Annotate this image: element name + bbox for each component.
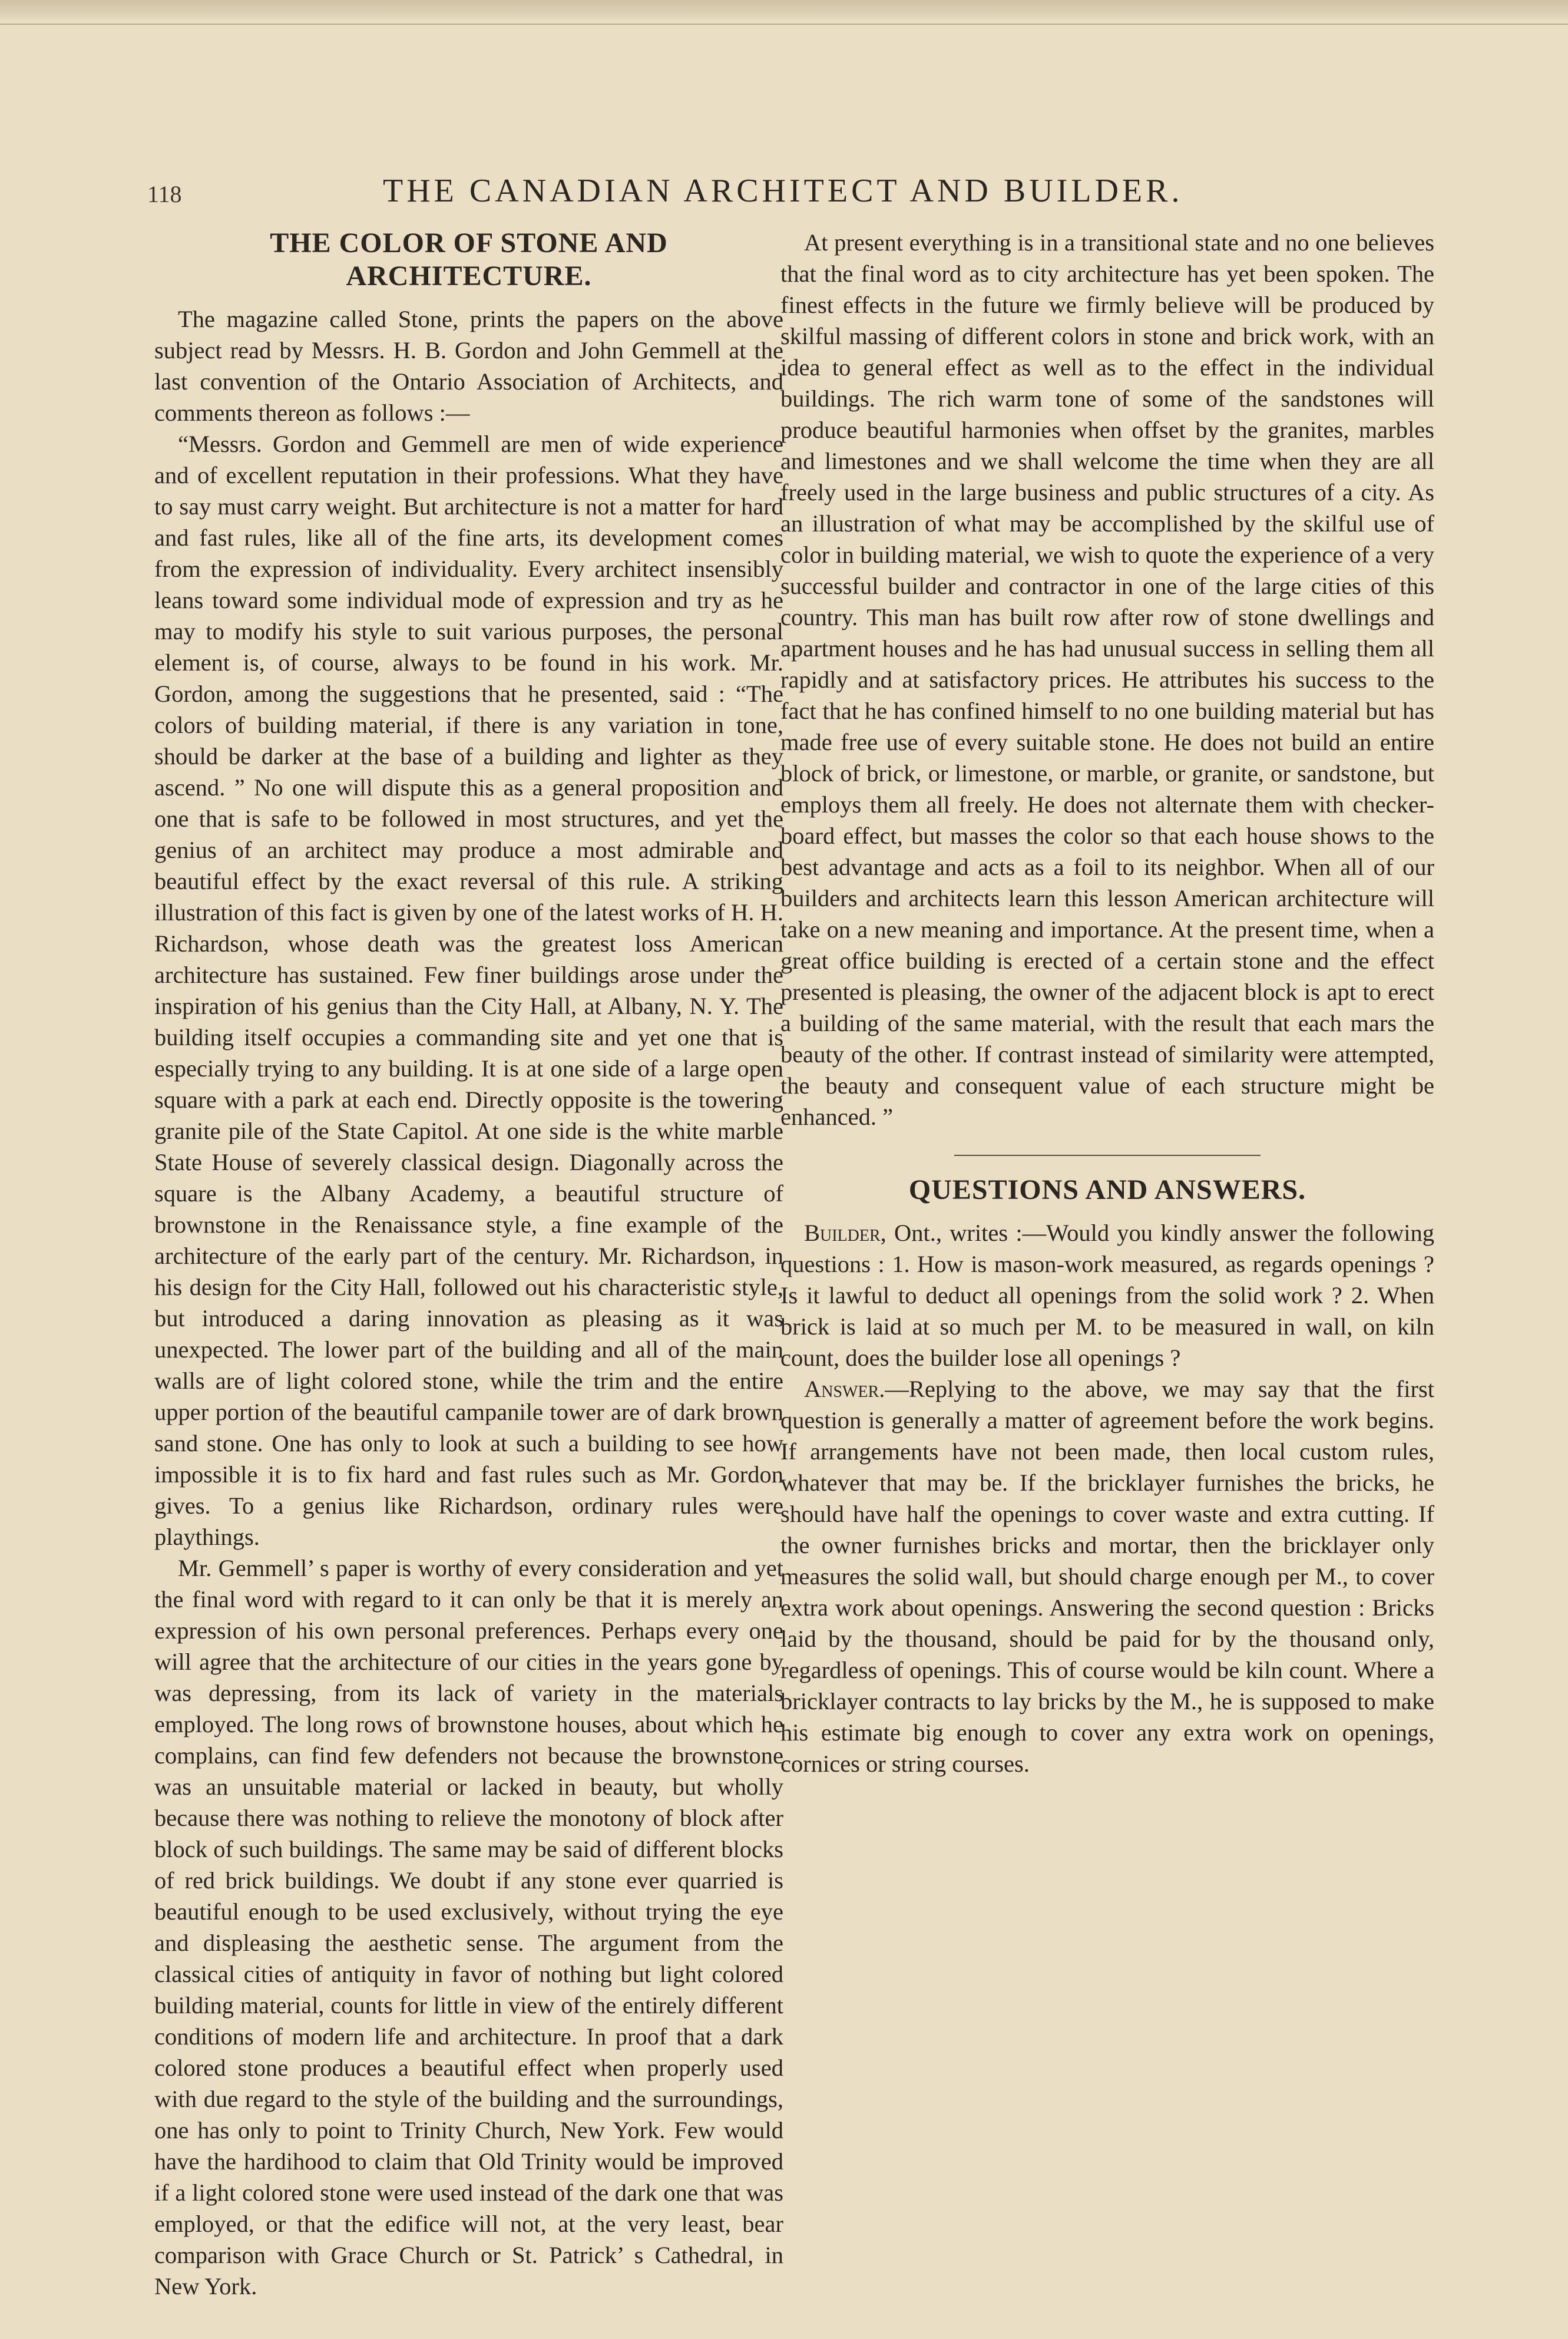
page-number: 118 bbox=[147, 181, 182, 207]
question-lead: Builder bbox=[804, 1220, 881, 1246]
journal-title: THE CANADIAN ARCHITECT AND BUILDER. bbox=[383, 173, 1183, 209]
answer-lead: Answer. bbox=[804, 1376, 885, 1402]
right-column bbox=[780, 227, 1434, 1779]
questions-title: QUESTIONS AND ANSWERS. bbox=[908, 1174, 1306, 1205]
article-paragraph-2: “Messrs. Gordon and Gemmell are men of wide experience and of excellent reputation in their professions. What they have to say must carry weight. But architecture is not a matter for hard and fast rules, like all of the fine arts, its development comes from the expression of individuality. Every architect insensibly leans toward some individual mode of expression and try as he may to modify his style to suit various purposes, the personal element is, of course, always to be found in his work. Mr. Gordon, among the suggestions that he presented, said : “The colors of building material, if there is any variation in tone, should be darker at the base of a building and lighter as they ascend. ” No one will dispute this as a general proposition and one that is safe to be followed in most structures, and yet the genius of an architect may produce a most admirable and beautiful effect by the exact reversal of this rule. A striking illustration of this fact is given by one of the latest works of H. H. Richardson, whose death was the greatest loss American architecture has sustained. Few finer buildings arose under the inspiration of his genius than the City Hall, at Albany, N. Y. The building itself occupies a commanding site and yet one that is especially trying to any building. It is at one side of a large open square with a park at each end. Directly opposite is the towering granite pile of the State Capitol. At one side is the white marble State House of severely classical design. Diagonally across the square is the Albany Academy, a beautiful structure of brownstone in the Renaissance style, a fine example of the architecture of the early part of the century. Mr. Richardson, in his design for the City Hall, followed out his characteristic style, but introduced a daring innovation as pleasing as it was unexpected. The lower part of the building and all of the main walls are of light colored stone, while the trim and the entire upper portion of the beautiful campanile tower are of dark brown sand stone. One has only to look at such a building to see how impossible it is to fix hard and fast rules such as Mr. Gordon gives. To a genius like Richardson, ordinary rules were playthings. bbox=[154, 431, 783, 1550]
article-title-line-1: THE COLOR OF STONE AND bbox=[270, 227, 668, 259]
article-title bbox=[154, 227, 783, 293]
left-column bbox=[154, 227, 783, 2302]
article-title-line-2: ARCHITECTURE. bbox=[346, 260, 592, 292]
article-paragraph-1: The magazine called Stone, prints the papers on the above subject read by Messrs. H. B. Gordon and John Gemmell at the last convention of the Ontario Association of Architects, and comments thereon as follows :— bbox=[154, 306, 783, 426]
answer-paragraph bbox=[780, 1373, 1434, 1779]
page-top-edge bbox=[0, 0, 1568, 25]
article-paragraph-4: At present everything is in a transitional state and no one believes that the final word as to city architecture has yet been spoken. The finest effects in the future we firmly believe will be produced by skilful massing of different colors in stone and brick work, with an idea to general effect as well as to the effect in the individual buildings. The rich warm tone of some of the sandstones will produce beautiful harmonies when offset by the granites, marbles and limestones and we shall welcome the time when they are all freely used in the large business and public structures of a city. As an illustration of what may be accomplished by the skilful use of color in building material, we wish to quote the experience of a very successful builder and contractor in one of the large cities of this country. This man has built row after row of stone dwellings and apartment houses and he has had unusual success in selling them all rapidly and at satisfactory prices. He attributes his success to the fact that he has confined himself to no one building material but has made free use of every suitable stone. He does not build an entire block of brick, or limestone, or marble, or granite, or sandstone, but employs them all freely. He does not alternate them with checker-board effect, but masses the color so that each house shows to the best advantage and acts as a foil to its neighbor. When all of our builders and architects learn this lesson American architecture will take on a new meaning and importance. At the present time, when a great office building is erected of a certain stone and the effect presented is pleasing, the owner of the adjacent block is apt to erect a building of the same material, with the result that each mars the beauty of the other. If contrast instead of similarity were attempted, the beauty and consequent value of each structure might be enhanced. ” bbox=[780, 229, 1434, 1130]
page-header bbox=[147, 172, 1467, 219]
question-paragraph bbox=[780, 1217, 1434, 1373]
article-paragraph-3: Mr. Gemmell’ s paper is worthy of every consideration and yet the final word with regard to it can only be that it is merely an expression of his own personal preferences. Perhaps every one will agree that the architecture of our cities in the years gone by was depressing, from its lack of variety in the materials employed. The long rows of brownstone houses, about which he complains, can find few defenders not because the brownstone was an unsuitable material or lacked in beauty, but wholly because there was nothing to relieve the monotony of block after block of such buildings. The same may be said of different blocks of red brick buildings. We doubt if any stone ever quarried is beautiful enough to be used exclusively, without trying the eye and displeasing the aesthetic sense. The argument from the classical cities of antiquity in favor of nothing but light colored building material, counts for little in view of the entirely different conditions of modern life and architecture. In proof that a dark colored stone produces a beautiful effect when properly used with due regard to the style of the building and the surroundings, one has only to point to Trinity Church, New York. Few would have the hardihood to claim that Old Trinity would be improved if a light colored stone were used instead of the dark one that was employed, or that the edifice will not, at the very least, bear comparison with Grace Church or St. Patrick’ s Cathedral, in New York. bbox=[154, 1555, 783, 2300]
question-text: , Ont., writes :—Would you kindly answer the following questions : 1. How is mason-work measured, as regards openings ? Is it lawful to deduct all openings from the solid work ? 2. When brick is laid at so much per M. to be measured in wall, on kiln count, does the builder lose all openings ? bbox=[780, 1220, 1434, 1371]
answer-text: —Replying to the above, we may say that the first question is generally a matter of agreement before the work begins. If arrangements have not been made, then local custom rules, whatever that may be. If the bricklayer furnishes the bricks, he should have half the openings to cover waste and extra cutting. If the owner furnishes bricks and mortar, then the bricklayer only measures the solid wall, but should charge enough per M., to cover extra work about openings. Answering the second question : Bricks laid by the thousand, should be paid for by the thousand only, regardless of openings. This of course would be kiln count. Where a bricklayer contracts to lay bricks by the M., he is supposed to make his estimate big enough to cover any extra work on openings, cornices or string courses. bbox=[780, 1376, 1434, 1777]
section-divider bbox=[954, 1155, 1261, 1156]
